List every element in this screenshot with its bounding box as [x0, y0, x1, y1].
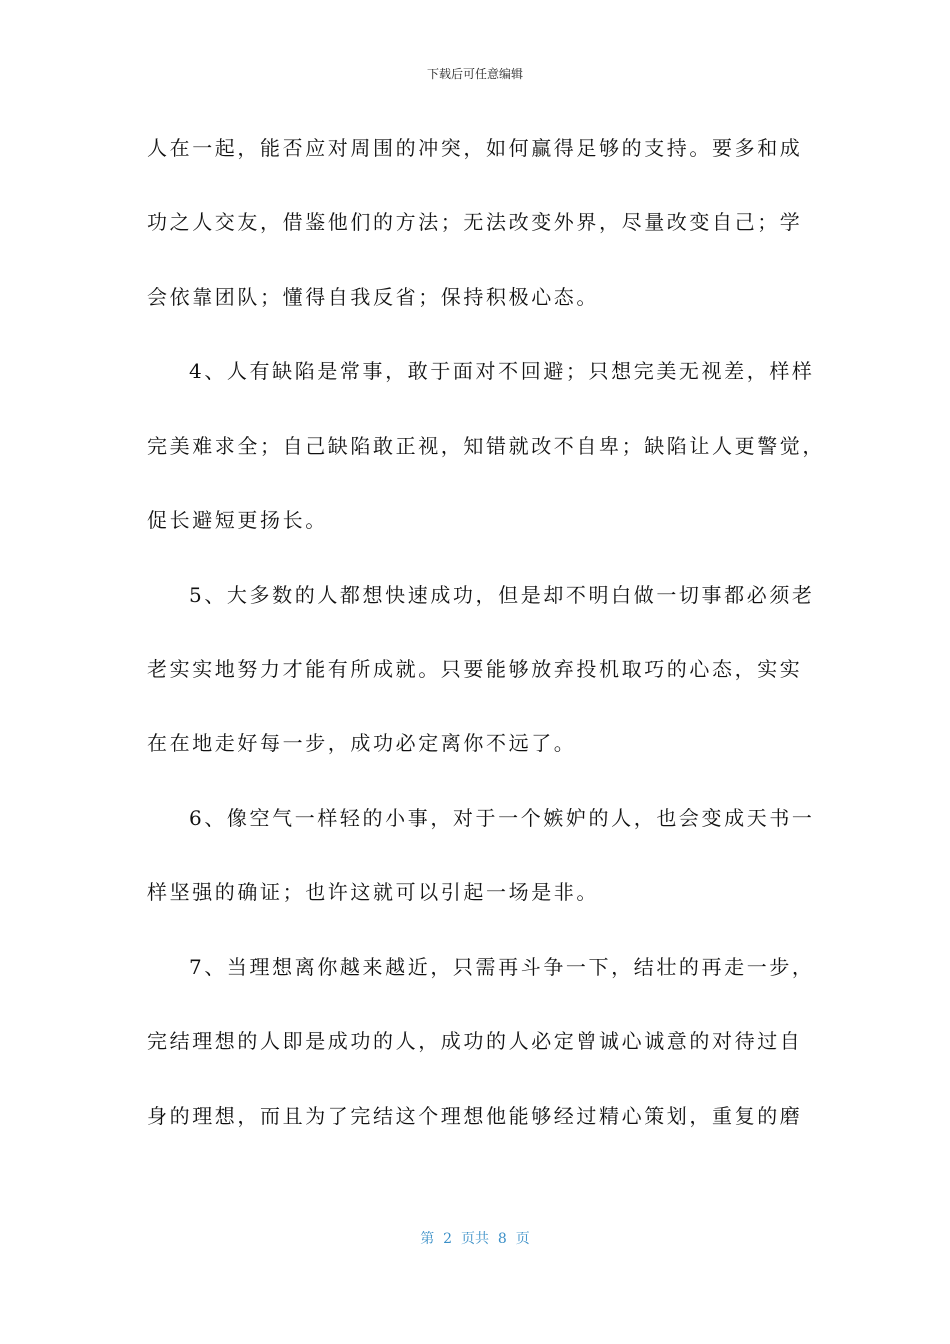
text-line: 完结理想的人即是成功的人，成功的人必定曾诚心诚意的对待过自 — [147, 1029, 803, 1053]
text-line: 会依靠团队；懂得自我反省；保持积极心态。 — [147, 285, 599, 309]
page-header: 下载后可任意编辑 — [426, 67, 523, 81]
text-line: 样坚强的确证；也许这就可以引起一场是非。 — [147, 880, 599, 904]
paragraph-first-line: 4、人有缺陷是常事，敢于面对不回避；只想完美无视差，样样 — [189, 359, 815, 383]
text-line: 身的理想，而且为了完结这个理想他能够经过精心策划，重复的磨 — [147, 1104, 803, 1128]
text-line: 老实实地努力才能有所成就。只要能够放弃投机取巧的心态，实实 — [147, 657, 803, 681]
text-line: 在在地走好每一步，成功必定离你不远了。 — [147, 731, 577, 755]
paragraph-first-line: 5、大多数的人都想快速成功，但是却不明白做一切事都必须老 — [189, 583, 815, 607]
text-line: 人在一起，能否应对周围的冲突，如何赢得足够的支持。要多和成 — [147, 136, 803, 160]
text-line: 功之人交友，借鉴他们的方法；无法改变外界，尽量改变自己；学 — [147, 210, 803, 234]
text-line: 完美难求全；自己缺陷敢正视，知错就改不自卑；缺陷让人更警觉， — [147, 434, 825, 458]
paragraph-first-line: 6、像空气一样轻的小事，对于一个嫉妒的人，也会变成天书一 — [189, 806, 815, 830]
text-line: 促长避短更扬长。 — [147, 508, 328, 532]
paragraph-first-line: 7、当理想离你越来越近，只需再斗争一下，结壮的再走一步， — [189, 955, 815, 979]
page-number-footer: 第 2 页共 8 页 — [420, 1231, 530, 1247]
